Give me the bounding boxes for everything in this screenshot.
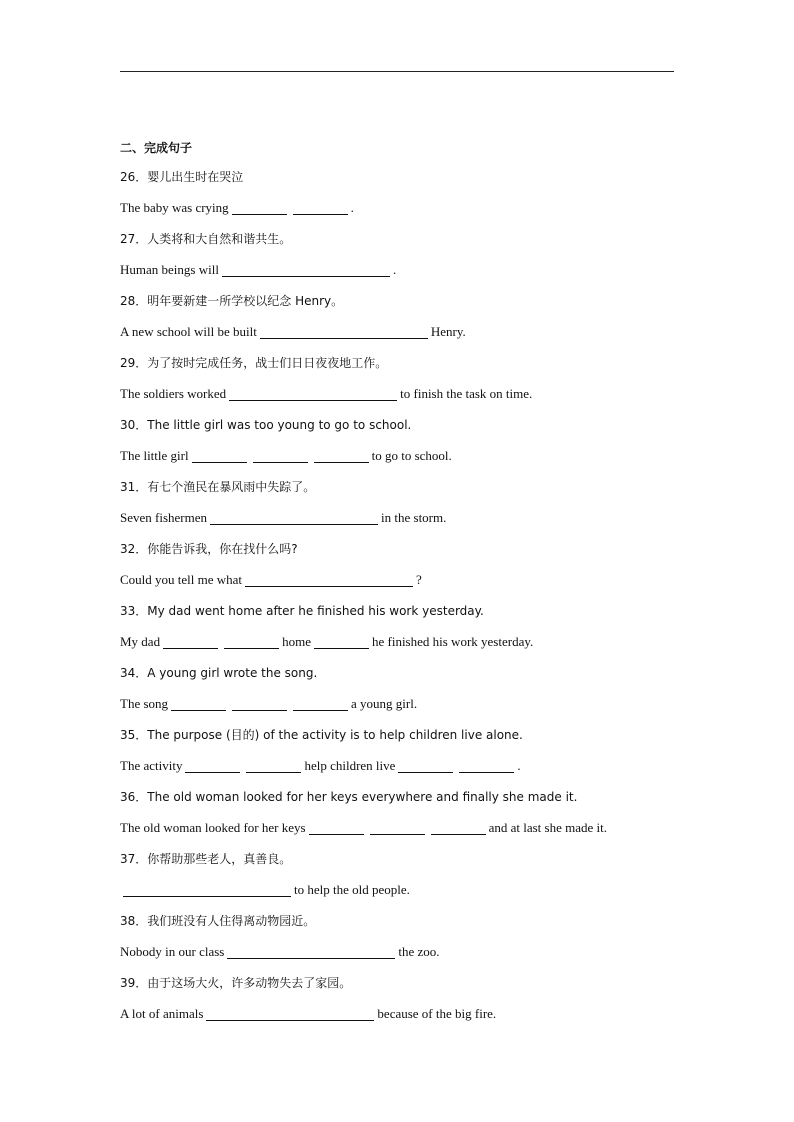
question-prompt-text: 27．人类将和大自然和谐共生。 bbox=[120, 232, 292, 246]
question-answer-text: to help the old people. bbox=[294, 882, 410, 897]
question-answer-text: The little girl bbox=[120, 448, 189, 463]
question-prompt bbox=[120, 781, 680, 812]
question-answer-text: A lot of animals bbox=[120, 1006, 204, 1021]
question-prompt bbox=[120, 533, 680, 564]
answer-blank[interactable] bbox=[206, 1019, 374, 1021]
question-answer-text: The baby was crying bbox=[120, 200, 229, 215]
answer-blank[interactable] bbox=[314, 647, 369, 649]
question-prompt bbox=[120, 843, 680, 874]
question-prompt-text: 34．A young girl wrote the song. bbox=[120, 666, 318, 680]
question-answer-text: . bbox=[392, 262, 397, 277]
answer-blank[interactable] bbox=[229, 399, 397, 401]
question-answer bbox=[120, 750, 680, 781]
question-prompt bbox=[120, 285, 680, 316]
question-prompt bbox=[120, 161, 680, 192]
answer-blank[interactable] bbox=[232, 213, 287, 215]
question-answer bbox=[120, 316, 680, 347]
question-prompt bbox=[120, 471, 680, 502]
question-prompt-text: 35．The purpose (目的) of the activity is to help children live alone. bbox=[120, 728, 523, 742]
question-answer bbox=[120, 378, 680, 409]
answer-blank[interactable] bbox=[171, 709, 226, 711]
question-answer-text: a young girl. bbox=[351, 696, 418, 711]
answer-blank[interactable] bbox=[260, 337, 428, 339]
answer-blank[interactable] bbox=[227, 957, 395, 959]
question-answer bbox=[120, 688, 680, 719]
question-answer bbox=[120, 502, 680, 533]
question-answer-text: in the storm. bbox=[381, 510, 447, 525]
question-prompt bbox=[120, 905, 680, 936]
answer-blank[interactable] bbox=[370, 833, 425, 835]
answer-blank[interactable] bbox=[246, 771, 301, 773]
question-answer-text: and at last she made it. bbox=[488, 820, 607, 835]
question-prompt-text: 29．为了按时完成任务，战士们日日夜夜地工作。 bbox=[120, 356, 388, 370]
question-prompt bbox=[120, 409, 680, 440]
question-answer-text: Seven fishermen bbox=[120, 510, 208, 525]
question-prompt bbox=[120, 595, 680, 626]
answer-blank[interactable] bbox=[123, 895, 291, 897]
question-answer-text: ? bbox=[416, 572, 422, 587]
question-prompt-text: 30．The little girl was too young to go to school. bbox=[120, 418, 412, 432]
section-title: 二、完成句子 bbox=[120, 141, 193, 155]
question-answer-text: to finish the task on time. bbox=[400, 386, 533, 401]
question-prompt bbox=[120, 347, 680, 378]
question-prompt bbox=[120, 719, 680, 750]
answer-blank[interactable] bbox=[293, 709, 348, 711]
answer-blank[interactable] bbox=[398, 771, 453, 773]
question-answer-text: My dad bbox=[120, 634, 161, 649]
question-answer bbox=[120, 998, 680, 1029]
question-answer-text: because of the big fire. bbox=[377, 1006, 497, 1021]
question-prompt-text: 28．明年要新建一所学校以纪念 Henry。 bbox=[120, 294, 344, 308]
question-prompt bbox=[120, 657, 680, 688]
question-answer-text: home bbox=[282, 634, 311, 649]
question-answer-text: . bbox=[350, 200, 354, 215]
question-prompt-text: 37．你帮助那些老人，真善良。 bbox=[120, 852, 292, 866]
answer-blank[interactable] bbox=[459, 771, 514, 773]
answer-blank[interactable] bbox=[210, 523, 378, 525]
question-answer bbox=[120, 254, 680, 285]
answer-blank[interactable] bbox=[293, 213, 348, 215]
question-prompt bbox=[120, 223, 680, 254]
question-answer-text: the zoo. bbox=[398, 944, 440, 959]
question-prompt bbox=[120, 967, 680, 998]
page-content bbox=[120, 135, 680, 1029]
answer-blank[interactable] bbox=[245, 585, 413, 587]
question-answer-text: he finished his work yesterday. bbox=[371, 634, 534, 649]
question-answer-text: The activity bbox=[120, 758, 183, 773]
question-prompt-text: 36．The old woman looked for her keys everywhere and finally she made it. bbox=[120, 790, 578, 804]
question-prompt-text: 39．由于这场大火，许多动物失去了家园。 bbox=[120, 976, 352, 990]
answer-blank[interactable] bbox=[314, 461, 369, 463]
answer-blank[interactable] bbox=[185, 771, 240, 773]
question-answer bbox=[120, 626, 680, 657]
question-answer-text: Could you tell me what bbox=[120, 572, 243, 587]
question-prompt-text: 38．我们班没有人住得离动物园近。 bbox=[120, 914, 316, 928]
question-prompt-text: 33．My dad went home after he finished his work yesterday. bbox=[120, 604, 484, 618]
question-answer-text: The song bbox=[120, 696, 169, 711]
header-rule bbox=[120, 71, 674, 72]
question-answer bbox=[120, 812, 680, 843]
question-prompt-text: 32．你能告诉我，你在找什么吗? bbox=[120, 542, 298, 556]
answer-blank[interactable] bbox=[222, 275, 390, 277]
question-answer bbox=[120, 936, 680, 967]
question-answer-text: . bbox=[517, 758, 521, 773]
answer-blank[interactable] bbox=[253, 461, 308, 463]
answer-blank[interactable] bbox=[431, 833, 486, 835]
question-answer-text: Human beings will bbox=[120, 262, 219, 277]
answer-blank[interactable] bbox=[232, 709, 287, 711]
question-list bbox=[120, 161, 680, 1029]
question-answer bbox=[120, 440, 680, 471]
answer-blank[interactable] bbox=[192, 461, 247, 463]
question-prompt-text: 26．婴儿出生时在哭泣 bbox=[120, 170, 244, 184]
question-answer-text: help children live bbox=[304, 758, 396, 773]
question-answer-text: to go to school. bbox=[371, 448, 452, 463]
question-answer-text: Nobody in our class bbox=[120, 944, 225, 959]
question-answer-text: Henry. bbox=[430, 324, 466, 339]
question-answer bbox=[120, 874, 680, 905]
question-answer bbox=[120, 564, 680, 595]
answer-blank[interactable] bbox=[163, 647, 218, 649]
question-answer-text: The old woman looked for her keys bbox=[120, 820, 306, 835]
question-answer bbox=[120, 192, 680, 223]
answer-blank[interactable] bbox=[224, 647, 279, 649]
question-answer-text: A new school will be built bbox=[120, 324, 257, 339]
answer-blank[interactable] bbox=[309, 833, 364, 835]
question-answer-text: The soldiers worked bbox=[120, 386, 227, 401]
question-prompt-text: 31．有七个渔民在暴风雨中失踪了。 bbox=[120, 480, 316, 494]
